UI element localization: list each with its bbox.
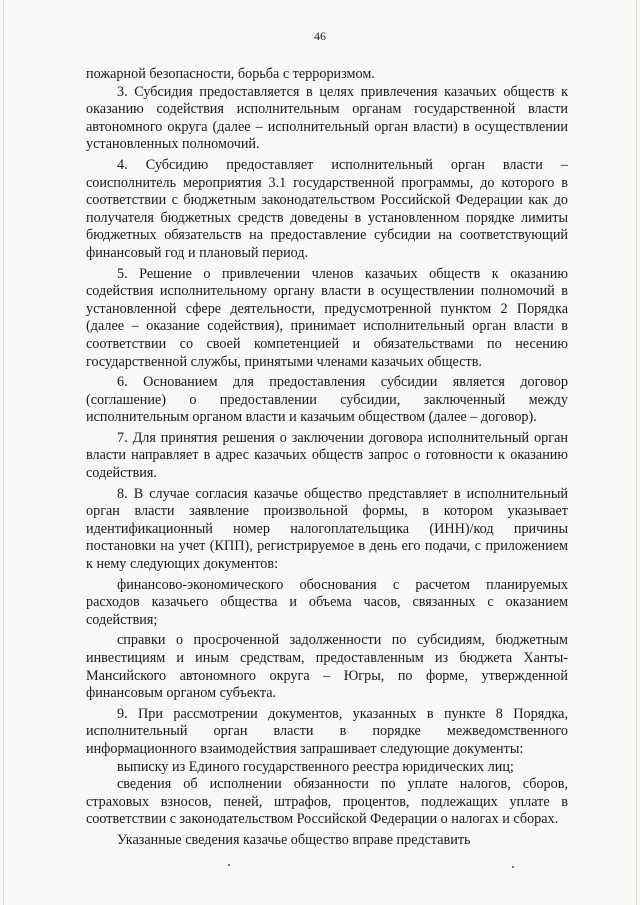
scan-edge-left	[3, 0, 4, 905]
paragraph-item-8-doc-1: финансово-экономического обоснования с расчетом планируемых расходов казачьего общества и объема часов, связанных с оказанием содействия;	[86, 576, 568, 628]
document-body	[86, 66, 568, 850]
scan-edge-right	[636, 0, 637, 905]
paragraph-closing: Указанные сведения казачье общество вправе представить	[117, 831, 471, 848]
scan-speck	[228, 864, 230, 866]
paragraph-continuation: пожарной безопасности, борьба с терроризмом.	[86, 66, 375, 82]
paragraph-item-6: 6. Основанием для предоставления субсидии является договор (соглашение) о предоставлении субсидии, заключенный между исполнительным органом власти и казачьим обществом (далее – договор).	[86, 374, 568, 426]
paragraph-item-7: 7. Для принятия решения о заключении договора исполнительный орган власти направляет в адрес казачьих обществ запрос о готовности к оказанию содействия.	[86, 429, 568, 482]
paragraph-item-9: 9. При рассмотрении документов, указанных в пункте 8 Порядка, исполнительный орган власти в порядке межведомственного информационного взаимодействия запрашивает следующие документы:	[86, 705, 568, 757]
scan-speck	[512, 866, 514, 868]
paragraph-item-8: 8. В случае согласия казачье общество представляет в исполнительный орган власти заявление произвольной формы, в котором указывает идентификационный номер налогоплательщика (ИНН)/код причины постановки на учет (КПП), регистрируемое в день его подачи, с приложением к нему следующих документов:	[86, 485, 568, 573]
paragraph-item-4: 4. Субсидию предоставляет исполнительный орган власти – соисполнитель мероприятия 3.1 государственной программы, до которого в соответствии с бюджетным законодательством Российской Федерации как до получателя бюджетных средств доведены в установленном порядке лимиты бюджетных обязательств на предоставление субсидии на соответствующий финансовый год и плановый период.	[86, 156, 568, 261]
paragraph-item-9-doc-1: выписку из Единого государственного реестра юридических лиц;	[117, 758, 514, 775]
page-number: 46	[314, 29, 326, 43]
paragraph-item-9-doc-2: сведения об исполнении обязанности по уплате налогов, сборов, страховых взносов, пеней, штрафов, процентов, подлежащих уплате в соответствии с законодательством Российской Федерации о налогах и сборах.	[86, 776, 568, 828]
paragraph-item-3: 3. Субсидия предоставляется в целях привлечения казачьих обществ к оказанию содействия исполнительным органам государственной власти автономного округа (далее – исполнительный орган власти) в осуществлении установленных полномочий.	[86, 83, 568, 153]
paragraph-item-8-doc-2: справки о просроченной задолженности по субсидиям, бюджетным инвестициям и иным средствам, предоставленным из бюджета Ханты-Мансийского автономного округа – Югры, по форме, утвержденной финансовым органом субъекта.	[86, 632, 568, 702]
paragraph-item-5: 5. Решение о привлечении членов казачьих обществ к оказанию содействия исполнительному органу власти в осуществлении полномочий в установленной сфере деятельности, предусмотренной пунктом 2 Порядка (далее – оказание содействия), принимает исполнительный орган власти в соответствии со своей компетенцией и обязательствами по несению государственной службы, принятыми членами казачьих обществ.	[86, 265, 568, 370]
